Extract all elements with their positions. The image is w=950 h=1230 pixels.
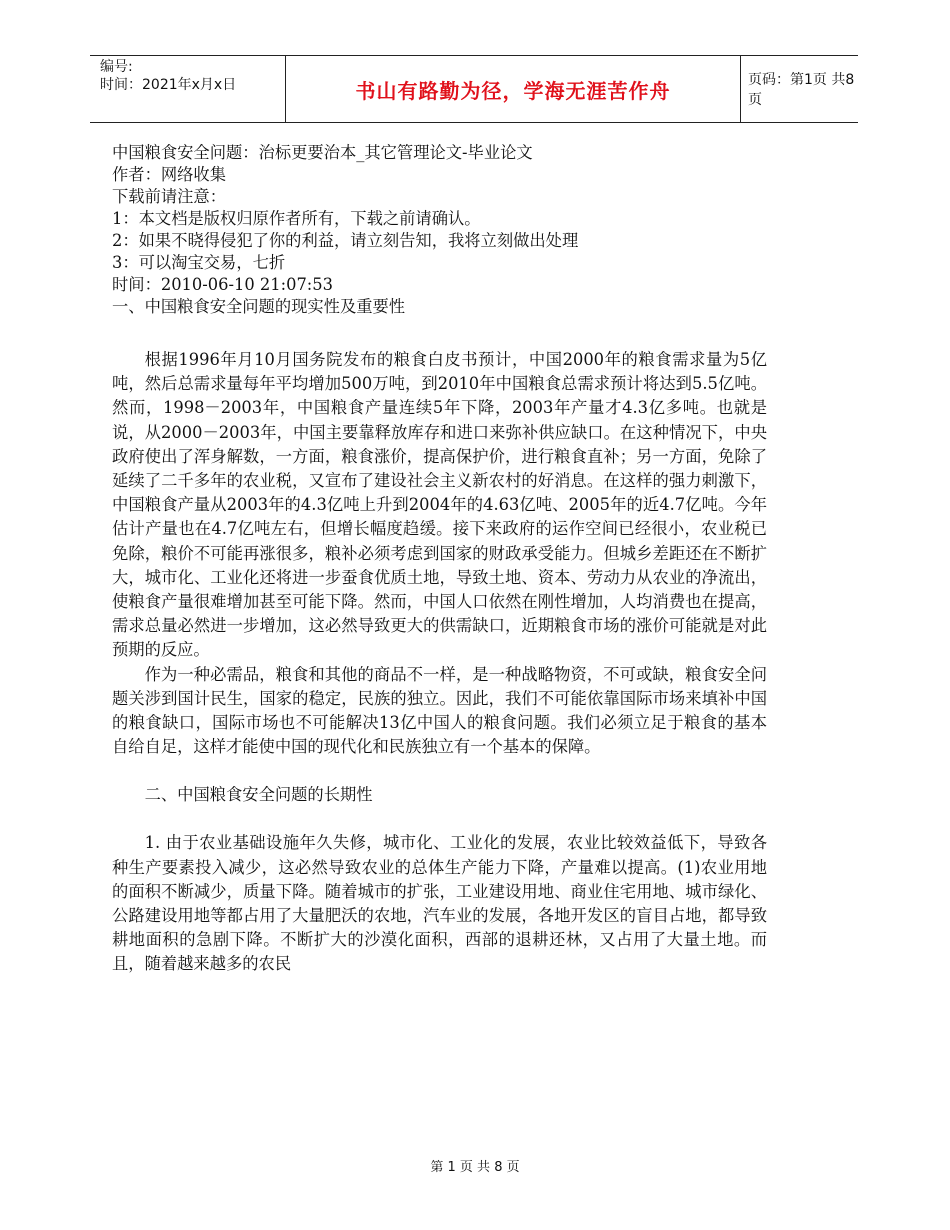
author-line: 作者：网络收集 [112, 165, 226, 184]
page-footer: 第 1 页 共 8 页 [430, 1160, 520, 1175]
paragraph-3: 1. 由于农业基础设施年久失修，城市化、工业化的发展，农业比较效益低下，导致各种生产要素投入减少，这必然导致农业的总体生产能力下降，产量难以提高。(1)农业用地的面积不断减少，质量下降。随着城市的扩张，工业建设用地、商业住宅用地、城市绿化、公路建设用地等都占用了大量肥沃的农地，汽车业的发展，各地开发区的盲目占地，都导致耕地面积的急剧下降。不断扩大的沙漠化面积，西部的退耕还林，又占用了大量土地。而且，随着越来越多的农民 [112, 833, 767, 974]
notice-item-2: 2：如果不晓得侵犯了你的利益，请立刻告知，我将立刻做出处理 [112, 231, 579, 250]
section-2-heading: 二、中国粮食安全问题的长期性 [144, 785, 373, 805]
paragraph-1: 根据1996年月10月国务院发布的粮食白皮书预计，中国2000年的粮食需求量为5亿吨，然后总需求量每年平均增加500万吨，到2010年中国粮食总需求预计将达到5.5亿吨。然而，1998－2003年，中国粮食产量连续5年下降，2003年产量才4.3亿多吨。也就是说，从2000－2003年，中国主要靠释放库存和进口来弥补供应缺口。在这种情况下，中央政府使出了浑身解数，一方面，粮食涨价，提高保护价，进行粮食直补；另一方面，免除了延续了二千多年的农业税，又宣布了建设社会主义新农村的好消息。在这样的强力刺激下，中国粮食产量从2003年的4.3亿吨上升到2004年的4.63亿吨、2005年的近4.7亿吨。今年估计产量也在4.7亿吨左右，但增长幅度趋缓。接下来政府的运作空间已经很小，农业税已免除，粮价不可能再涨很多，粮补必须考虑到国家的财政承受能力。但城乡差距还在不断扩大，城市化、工业化还将进一步蚕食优质土地，导致土地、资本、劳动力从农业的净流出，使粮食产量很难增加甚至可能下降。然而，中国人口依然在刚性增加，人均消费也在提高，需求总量必然进一步增加，这必然导致更大的供需缺口，近期粮食市场的涨价可能就是对此预期的反应。 [112, 350, 767, 660]
timestamp-line: 时间：2010-06-10 21:07:53 [112, 275, 334, 294]
notice-item-1: 1：本文档是版权归原作者所有，下载之前请确认。 [112, 209, 481, 228]
section-1-heading: 一、中国粮食安全问题的现实性及重要性 [112, 297, 406, 316]
motto-text: 书山有路勤为径，学海无涯苦作舟 [355, 78, 671, 103]
page-info: 页码：第1页 共8页 [748, 72, 855, 108]
time-label: 时间：2021年x月x日 [100, 77, 237, 93]
header-motto-cell [285, 56, 741, 122]
number-label: 编号: [100, 59, 133, 75]
notice-heading: 下载前请注意： [112, 187, 226, 206]
document-body [112, 142, 767, 977]
header-table [90, 55, 858, 123]
notice-item-3: 3：可以淘宝交易，七折 [112, 253, 286, 272]
header-meta [90, 56, 285, 122]
header-page-cell [740, 56, 858, 122]
paragraph-2: 作为一种必需品，粮食和其他的商品不一样，是一种战略物资，不可或缺，粮食安全问题关涉到国计民生，国家的稳定，民族的独立。因此，我们不可能依靠国际市场来填补中国的粮食缺口，国际市场也不可能解决13亿中国人的粮食问题。我们必须立足于粮食的基本自给自足，这样才能使中国的现代化和民族独立有一个基本的保障。 [112, 664, 767, 757]
document-title: 中国粮食安全问题：治标更要治本_其它管理论文-毕业论文 [112, 143, 533, 162]
